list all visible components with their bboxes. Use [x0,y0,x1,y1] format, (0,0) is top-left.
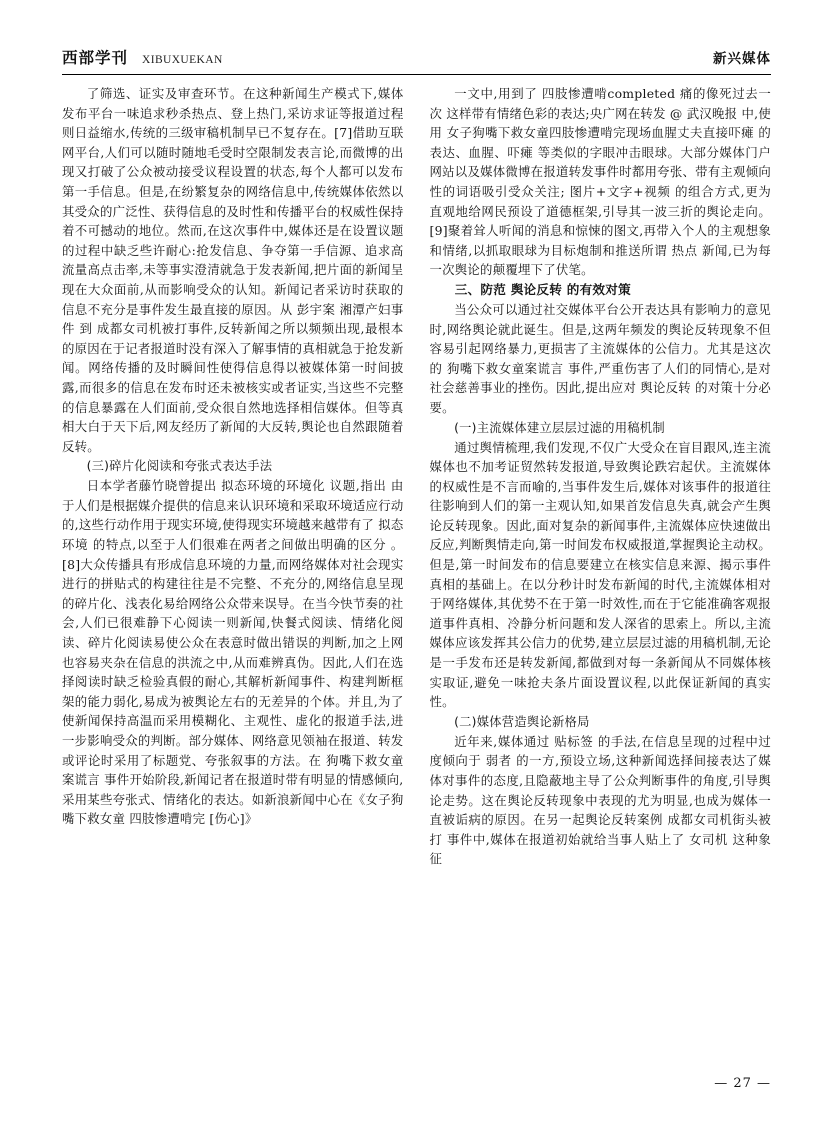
header-section-title: 新兴媒体 [713,51,771,67]
journal-title-en: XIBUXUEKAN [142,54,223,66]
page-header [62,46,771,74]
page-number: — 27 — [714,1076,771,1091]
paragraph: 日本学者藤竹晓曾提出 拟态环境的环境化 议题,指出 由于人们是根据媒介提供的信息来认识环境和采取环境适应行动的,这些行动作用于现实环境,使得现实环境越来越带有了 拟态环境 的特点,以至于人们很难在两者之间做出明确的区分 。[8]大众传播具有形成信息环境的力量,而网络媒体对社会现实进行的拼贴式的构建往往是不完整、不充分的,网络信息呈现的碎片化、浅表化易给网络公众带来误导。在当今快节奏的社会,人们已很难静下心阅读一则新闻,快餐式阅读、情绪化阅读、碎片化阅读易使公众在表意时做出错误的判断,加之上网也容易夹杂在信息的洪流之中,从而难辨真伪。因此,人们在选择阅读时缺乏检验真假的耐心,其解析新闻事件、构建判断框架的能力弱化,易成为被舆论左右的无差异的个体。并且,为了使新闻保持高温而采用模糊化、主观性、虚化的报道手法,进一步影响受众的判断。部分媒体、网络意见领袖在报道、转发或评论时采用了标题党、夸张叙事的方法。在 狗嘴下救女童案谎言 事件开始阶段,新闻记者在报道时带有明显的情感倾向,采用某些夸张式、情绪化的表达。如新浪新闻中心在《女子狗嘴下救女童 四肢惨遭啃完 [伤心]》 [62,478,404,827]
header-divider [62,74,771,75]
subsection-heading: (三)碎片化阅读和夸张式表达手法 [86,459,273,474]
paragraph: 近年来,媒体通过 贴标签 的手法,在信息呈现的过程中过度倾向于 弱者 的一方,预设立场,这种新闻选择间接表达了媒体对事件的态度,且隐蔽地主导了公众判断事件的角度,引导舆论走势。这在舆论反转现象中表现的尤为明显,也成为媒体一直被诟病的原因。在另一起舆论反转案例 成都女司机街头被打 事件中,媒体在报道初始就给当事人贴上了 女司机 这种象征 [429,733,771,867]
right-column [430,84,772,1039]
body-columns [62,84,771,1039]
paragraph: 通过舆情梳理,我们发现,不仅广大受众在盲目跟风,连主流媒体也不加考证贸然转发报道,导致舆论跌宕起伏。主流媒体的权威性是不言而喻的,当事件发生后,媒体对该事件的报道往往影响到人们的第一主观认知,如果首发信息失真,就会产生舆论反转现象。因此,面对复杂的新闻事件,主流媒体应快速做出反应,判断舆情走向,第一时间发布权威报道,掌握舆论主动权。但是,第一时间发布的信息要建立在核实信息来源、揭示事件真相的基础上。在以分秒计时发布新闻的时代,主流媒体相对于网络媒体,其优势不在于第一时效性,而在于它能准确客观报道事件真相、冷静分析问题和发人深省的思索上。所以,主流媒体应该发挥其公信力的优势,建立层层过滤的用稿机制,无论是一手发布还是转发新闻,都做到对每一条新闻从不同媒体核实取证,避免一味抢夫条片面设置议程,以此保证新闻的真实性。 [429,439,771,710]
header-journal [62,46,223,68]
paragraph: 一文中,用到了 四肢惨遭啃completed 痛的像死过去一次 这样带有情绪色彩的表达;央广网在转发 @ 武汉晚报 中,使用 女子狗嘴下救女童四肢惨遭啃完现场血腥丈夫直接吓瘫 的表达、血腥、吓瘫 等类似的字眼冲击眼球。大部分媒体门户网站以及媒体微博在报道转发事件时都用夸张、带有主观倾向性的词语吸引受众关注; 图片+文字+视频 的组合方式,更为直观地给网民预设了道德框架,引导其一波三折的舆论走向。[9]聚着耸人听闻的消息和惊悚的图文,再带入个人的主观想象和情绪,以抓取眼球为目标炮制和推送所谓 热点 新闻,已为每一次舆论的颠覆埋下了伏笔。 [429,86,771,278]
left-column [62,84,404,1039]
paragraph: 了筛选、证实及审查环节。在这种新闻生产模式下,媒体发布平台一味追求秒杀热点、登上热门,采访求证等报道过程则日益缩水,传统的三级审稿机制早已不复存在。[7]借助互联网平台,人们可以随时随地毛受时空限制发表言论,而微博的出现又打破了公众被动接受议程设置的状态,每个人都可以发布第一手信息。但是,在纷繁复杂的网络信息中,传统媒体依然以其受众的广泛性、获得信息的及时性和传播平台的权威性保持着不可撼动的地位。然而,在这次事件中,媒体还是在设置议题的过程中缺乏些许耐心:抢发信息、争夺第一手信源、追求高流量高点击率,未等事实澄清就急于发表新闻,把片面的新闻呈现在大众面前,从而影响受众的认知。新闻记者采访时获取的信息不充分是事件发生最直接的原因。从 彭宇案 湘潭产妇事件 到 成都女司机被打事件,反转新闻之所以频频出现,最根本的原因在于记者报道时没有深入了解事情的真相就急于抢发新闻。网络传播的及时瞬间性使得信息得以被媒体第一时间披露,而很多的信息在发布时还未被核实或者证实,当这些不完整的信息暴露在人们面前,受众很自然地选择相信媒体。但等真相大白于天下后,网友经历了新闻的大反转,舆论也自然跟随着反转。 [62,86,404,454]
subsection-heading: (二)媒体营造舆论新格局 [454,714,590,729]
paragraph: 当公众可以通过社交媒体平台公开表达具有影响力的意见时,网络舆论就此诞生。但是,这两年频发的舆论反转现象不但容易引起网络暴力,更损害了主流媒体的公信力。尤其是这次的 狗嘴下救女童案谎言 事件,严重伤害了人们的同情心,是对社会慈善事业的挫伤。因此,提出应对 舆论反转 的对策十分必要。 [429,301,771,415]
journal-title-cn: 西部学刊 [62,48,129,67]
subsection-heading: (一)主流媒体建立层层过滤的用稿机制 [454,420,665,435]
section-heading: 三、防范 舆论反转 的有效对策 [454,281,631,297]
